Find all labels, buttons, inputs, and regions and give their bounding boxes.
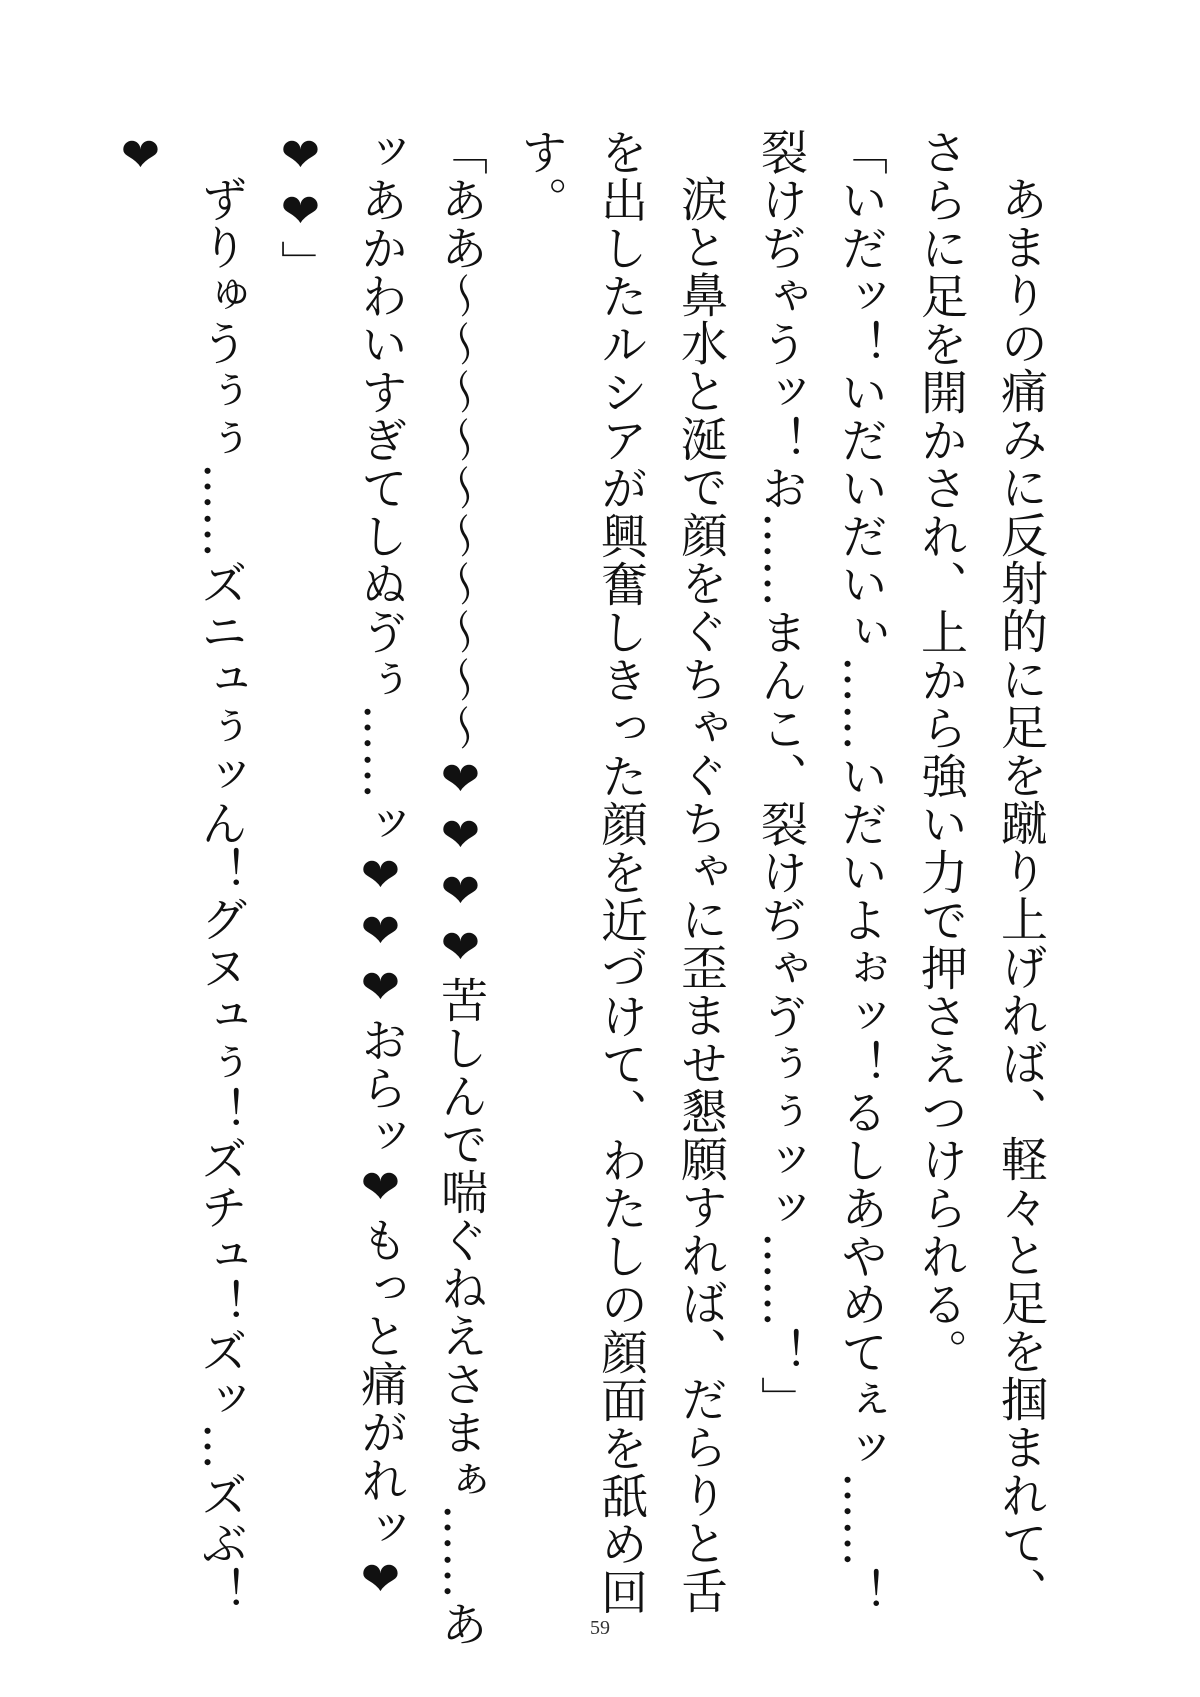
paragraph-2-dialogue: 「いだッ！いだいだいぃ……いだいよぉッ！るしあやめてぇッ……！裂けぢゃうッ！お……まんこ、裂けぢゃゔぅぅッッ……！」 [753,128,888,1616]
paragraph-5: ずりゅうぅぅ……ズニュぅッん！グヌュぅ！ズチュ！ズッ…ズぶ！❤ [113,128,248,1615]
paragraph-3: 涙と鼻水と涎で顔をぐちゃぐちゃに歪ませ懇願すれば、だらりと舌を出したルシアが興奮しきった顔を近づけて、わたしの顔面を舐め回す。 [513,128,728,1616]
paragraph-1: あまりの痛みに反射的に足を蹴り上げれば、軽々と足を掴まれて、さらに足を開かされ、上から強い力で押さえつけられる。 [913,128,1048,1615]
vertical-text-block [100,128,1060,1648]
paragraph-4-dialogue: 「ああ〜〜〜〜〜〜〜〜〜〜❤❤❤❤苦しんで喘ぐねえさまぁ……あッあかわいすぎてしぬゔぅ……ッ❤❤❤おらッ❤もっと痛がれッ❤❤❤」 [273,128,488,1648]
page-number: 59 [590,1617,610,1639]
